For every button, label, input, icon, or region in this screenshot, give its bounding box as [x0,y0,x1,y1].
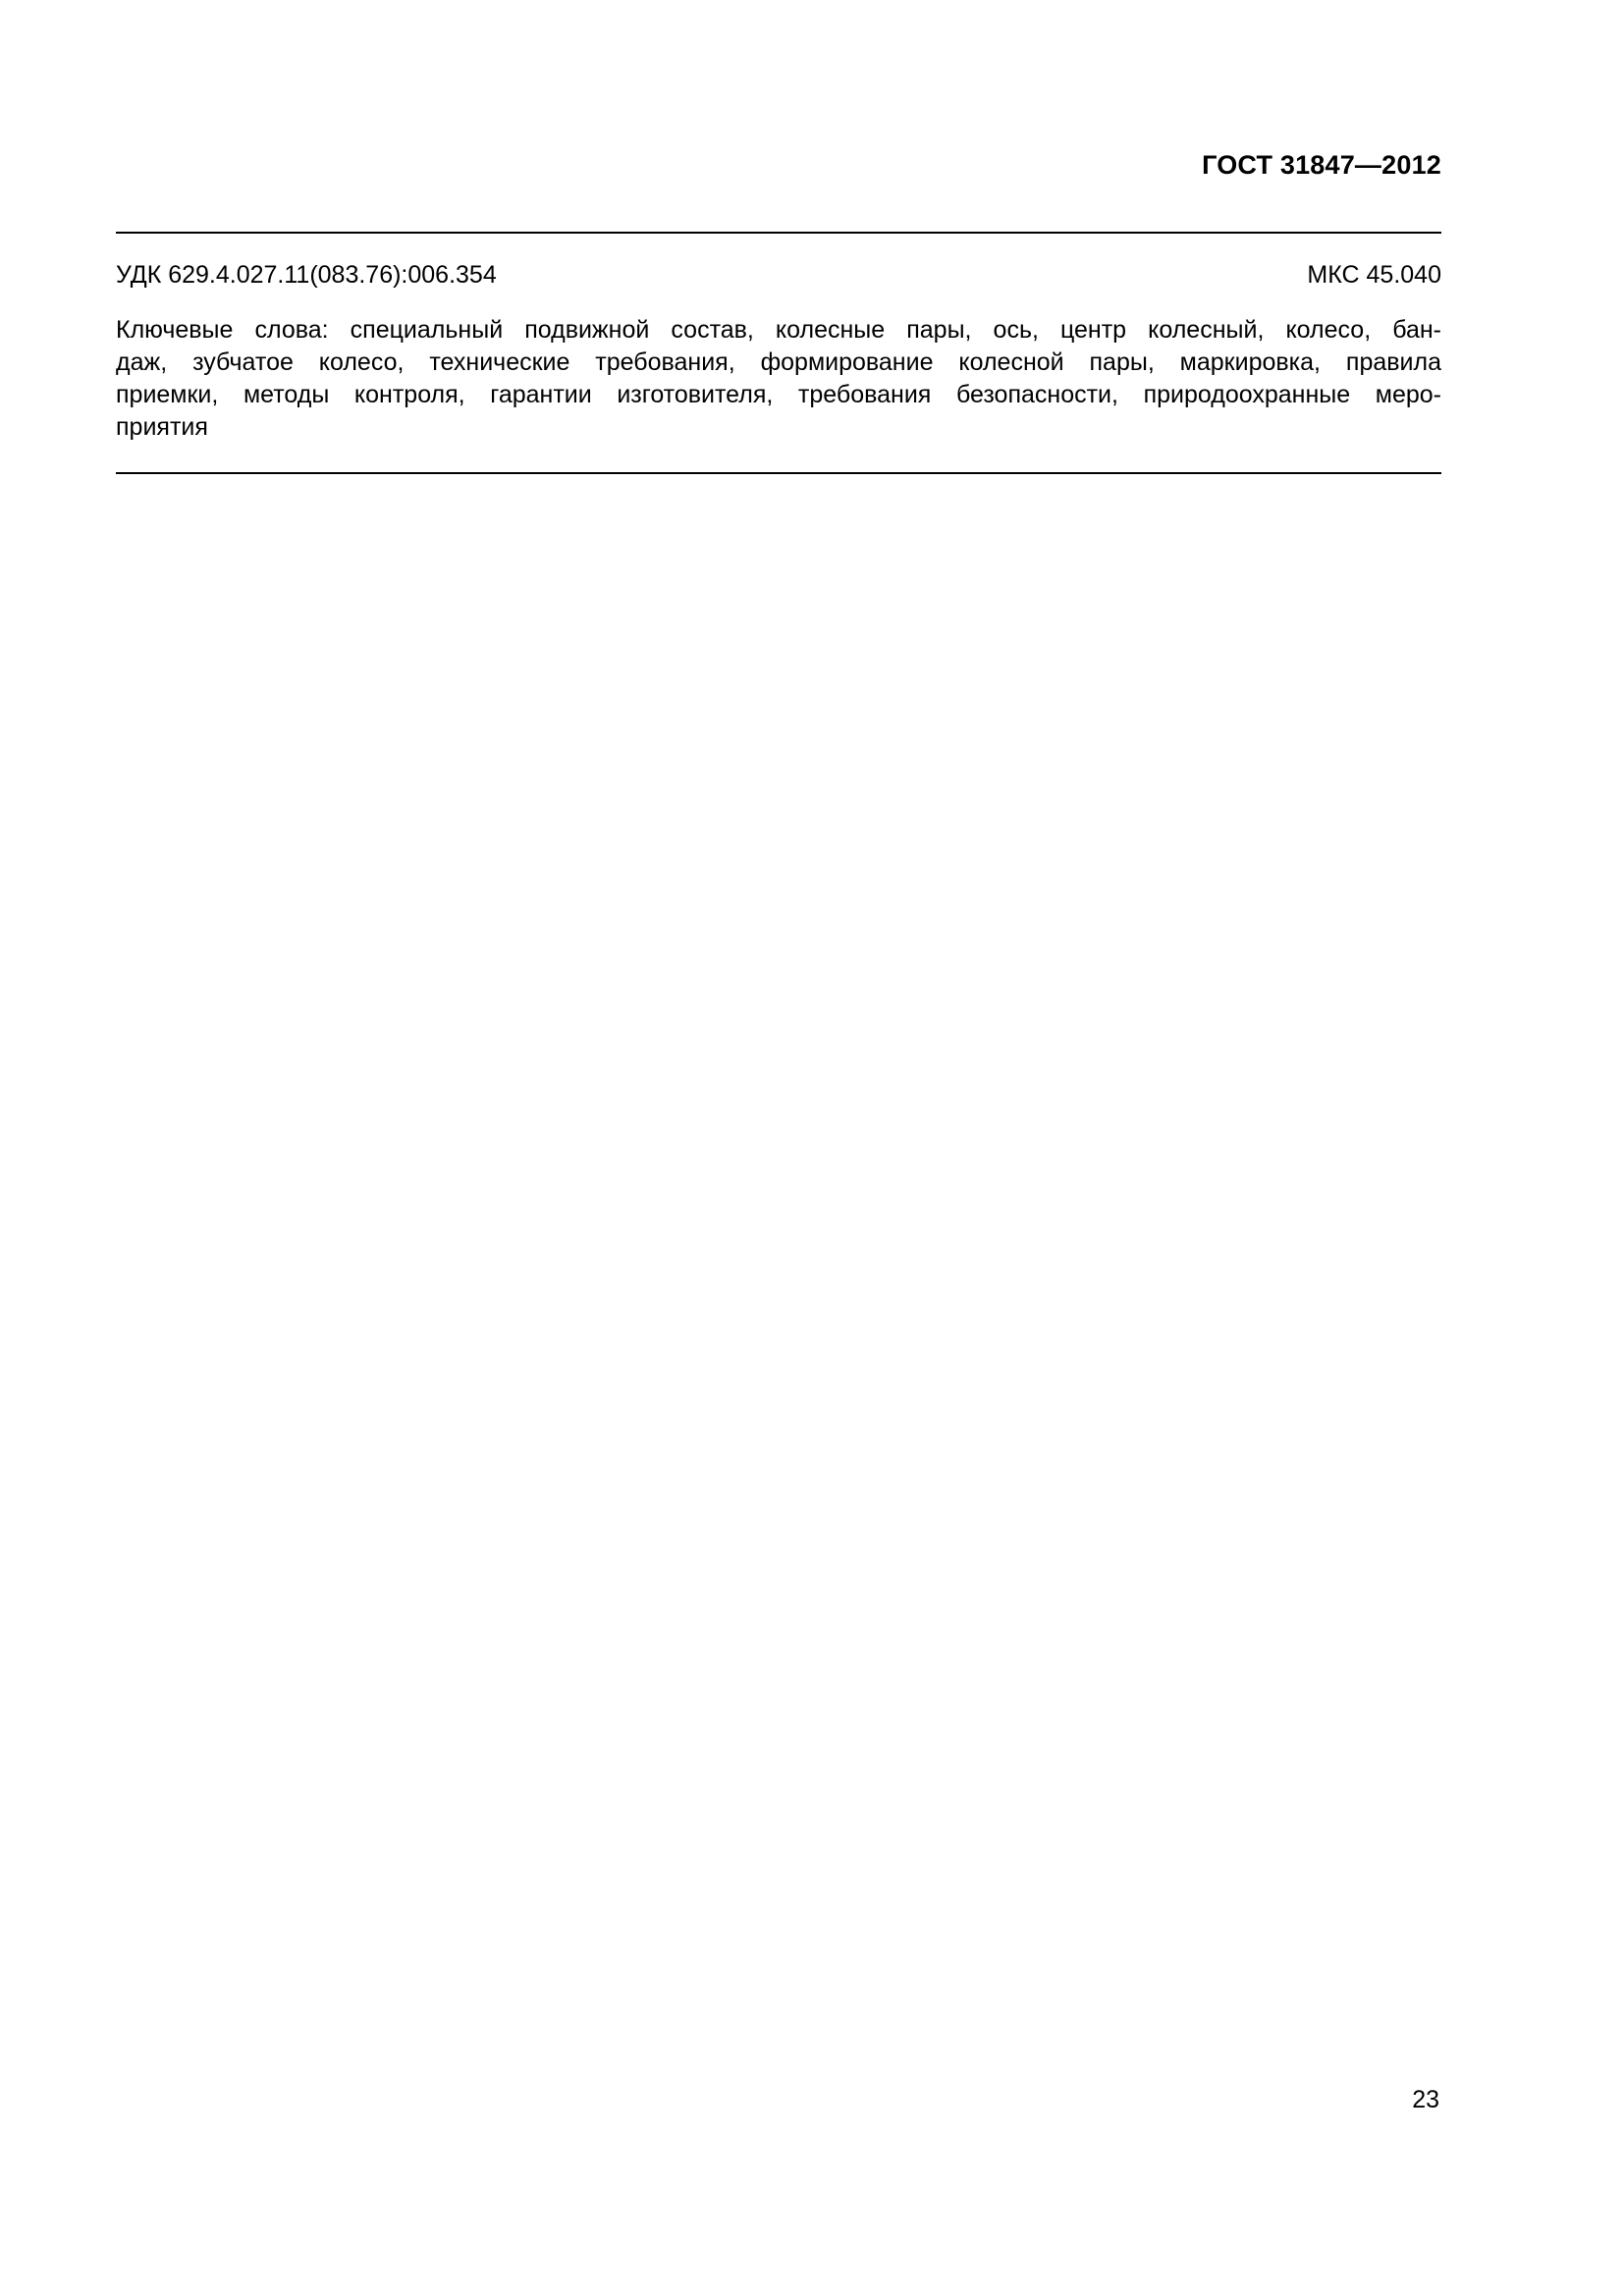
classification-row [116,257,1441,293]
keywords-line: приемки, методы контроля, гарантии изготовителя, требования безопасности, природоохранные меро- [116,381,1441,408]
mks-code: МКС 45.040 [1307,261,1441,289]
keywords-line: даж, зубчатое колесо, технические требования, формирование колесной пары, маркировка, правила [116,348,1441,376]
page-number: 23 [1412,2086,1439,2113]
keywords-line: приятия [116,413,208,441]
bottom-divider [116,472,1441,474]
document-code: ГОСТ 31847—2012 [1202,150,1441,180]
keywords-paragraph [116,314,1441,444]
keywords-line: Ключевые слова: специальный подвижной состав, колесные пары, ось, центр колесный, колесо, бан- [116,316,1441,344]
top-divider [116,232,1441,234]
udc-code: УДК 629.4.027.11(083.76):006.354 [116,261,497,289]
